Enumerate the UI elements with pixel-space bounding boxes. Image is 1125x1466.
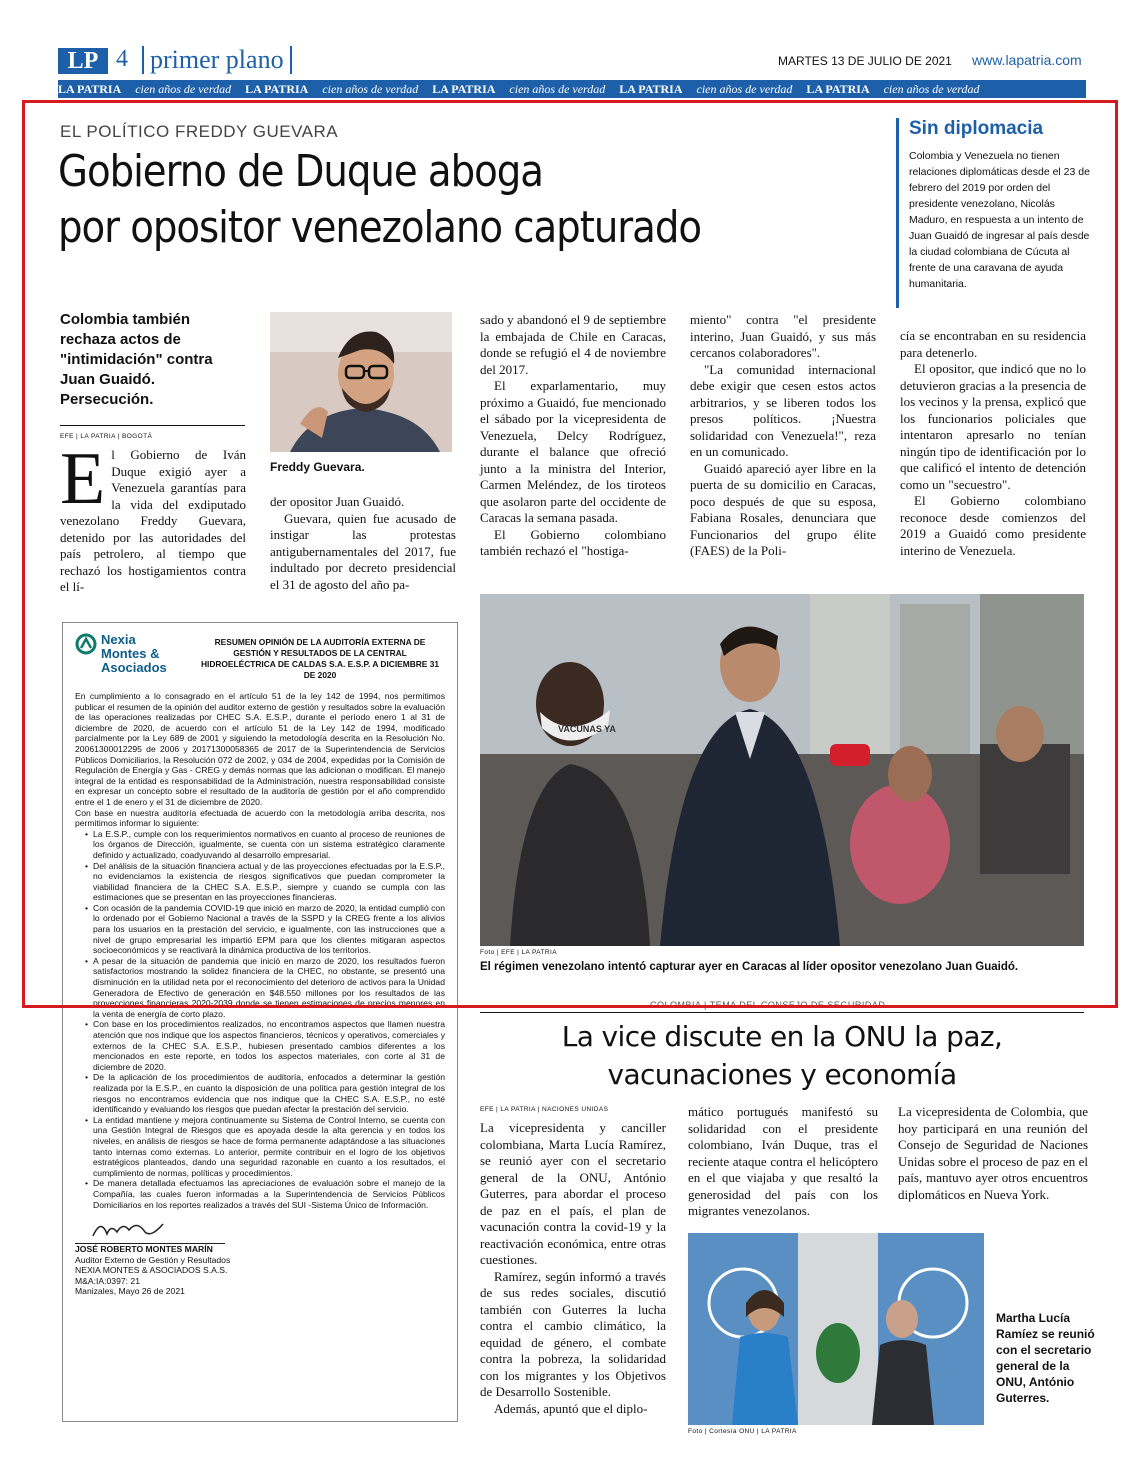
sidebar-body: Colombia y Venezuela no tienen relaciones diplomáticas desde el 23 de febrero del 2019 por orden del presidente venezolano, Nicolás Maduro, en respuesta a un intento de Juan Guaidó de ingresar al país desde la ciudad colombiana de Cúcuta al frente de una caravana de ayuda humanitaria. [909, 150, 1090, 290]
photo-un-meeting[interactable] [688, 1233, 984, 1425]
story2-column-1 [480, 1120, 666, 1417]
ribbon-slogan: cien años de verdad [322, 81, 419, 96]
logo-line: Asociados [101, 660, 167, 675]
brand-ribbon [58, 80, 1086, 98]
paragraph: Guaidó apareció ayer libre en la puerta de su domicilio en Caracas, poco después de que su esposa, Fabiana Rosales, denunciara que Funcionarios del grupo élite (FAES) de la Poli- [690, 460, 876, 558]
portrait-caption: Freddy Guevara. [270, 460, 365, 474]
paragraph: cía se encontraban en su residencia para detenerlo. [900, 328, 1086, 360]
signer-firm: NEXIA MONTES & ASOCIADOS S.A.S. [75, 1265, 228, 1276]
paragraph: La vicepresidenta y canciller colombiana, Marta Lucía Ramírez, se reunió ayer con el secretario general de la ONU, António Guterres, para abordar el proceso de paz en el país, el plan de vacunación contra la covid-19 y la reactivación económica, entre otras cuestiones. [480, 1120, 666, 1267]
un-photo-caption: Martha Lucía Ramíez se reunió con el secretario general de la ONU, António Guterres. [996, 1311, 1095, 1405]
paragraph: El Gobierno colombiano reconoce desde comienzos del 2019 a Guaidó como presidente interino de Venezuela. [900, 493, 1086, 558]
ribbon-slogan: cien años de verdad [135, 81, 232, 96]
paragraph: miento" contra "el presidente interino, Juan Guaidó, y sus más cercanos colaboradores". [690, 312, 876, 360]
headline-line: La vice discute en la ONU la paz, [561, 1020, 1003, 1053]
notice-intro-2: Con base en nuestra auditoría efectuada de acuerdo con la metodología arriba descrita, nos permitimos informar lo siguiente: [75, 807, 445, 829]
drop-cap: E [60, 438, 106, 520]
story2-rule [480, 1012, 1084, 1013]
story-deck: Colombia también rechaza actos de "intimidación" contra Juan Guaidó. Persecución. [60, 311, 213, 408]
story2-headline [480, 1018, 1084, 1094]
story2-column-3 [898, 1104, 1088, 1203]
paragraph: der opositor Juan Guaidó. [270, 494, 405, 509]
website-link[interactable]: www.lapatria.com [972, 52, 1082, 68]
story-kicker: EL POLÍTICO FREDDY GUEVARA [60, 122, 339, 141]
column-text: l Gobierno de Iván Duque exigió ayer a Venezuela garantías para la vida del exdiputado venezolano Freddy Guevara, detenido por las autoridades del país petrolero, al tiempo que rechazó los hostigamientos contra el lí- [60, 447, 246, 594]
ribbon-brand: LA PATRIA [58, 81, 122, 96]
paragraph: Ramírez, según informó a través de sus redes sociales, discutió también con Guterres la lucha contra el cambio climático, la equidad de género, el combate contra la pobreza, la solidaridad con los migrantes y los Objetivos de Desarrollo Sostenible. [480, 1268, 666, 1399]
photo-illustration [688, 1233, 984, 1425]
story2-credit: EFE | LA PATRIA | NACIONES UNIDAS [480, 1106, 609, 1113]
paragraph: sado y abandonó el 9 de septiembre la embajada de Chile en Caracas, donde se refugió el 4 de noviembre del 2017. [480, 312, 666, 377]
issue-date: MARTES 13 DE JULIO DE 2021 [778, 54, 952, 68]
ribbon-slogan: cien años de verdad [883, 81, 980, 96]
newspaper-logo[interactable]: LP [58, 48, 108, 74]
finding-item: • Con base en los procedimientos realizados, no encontramos aspectos que llamen nuestra atención que nos indique que los aspectos financieros, técnicos y operativos, comerciales y externos de la CHEC S.A. E.S.P., hubiesen presentado cambios diferentes a los mencionados en este reporte, en todos los aspectos materiales, con corte al 31 de diciembre de 2020. [85, 1019, 445, 1072]
paragraph: El exparlamentario, muy próximo a Guaidó, fue mencionado el sábado por la vicepresidenta de Venezuela, Delcy Rodríguez, durante el balance que ofreció junto a la ministra del Interior, Carmen Meléndez, de los tiroteos que asolaron parte del occidente de Caracas la semana pasada. [480, 378, 666, 525]
paragraph: Además, apuntó que el diplo- [494, 1400, 648, 1416]
story-credit: EFE | LA PATRIA | BOGOTÁ [60, 433, 153, 440]
finding-item: • De la aplicación de los procedimientos de auditoría, enfocados a determinar la gestión realizada por la E.S.P., en cuanto la disposición de una política para gestión integral de los riesgos no encontramos evidencia que nos indique que la CHEC S.A. E.S.P., no esté identificando y evaluando los riesgos que puedan afectar la prestación del servicio. [85, 1072, 445, 1114]
notice-title: RESUMEN OPINIÓN DE LA AUDITORÍA EXTERNA DE GESTIÓN Y RESULTADOS DE LA CENTRAL HIDROELÉCTRICA DE CALDAS S.A. E.S.P. A DICIEMBRE 31 DE 2020 [200, 637, 440, 680]
signer-role: Auditor Externo de Gestión y Resultados [75, 1254, 231, 1265]
finding-item: • La E.S.P., cumple con los requerimientos normativos en cuanto al proceso de reuniones de los órganos de Dirección, igualmente, se cuenta con un sistema estratégico claramente definido y actualizado, coadyuvando al desarrollo empresarial. [85, 829, 445, 861]
notice-intro: En cumplimiento a lo consagrado en el artículo 51 de la ley 142 de 1994, nos permitimos publicar el resumen de la opinión del auditor externo de gestión y resultados sobre la evaluación de las operaciones realizadas por CHEC S.A. E.S.P., durante el período enero 1 al 31 de diciembre de 2020, de acuerdo con el artículo 51 de la Ley 142 de 1994, modificado parcialmente por la Ley 689 de 2001 y siguiendo la metodología descrita en la Resolución No. 20061300012295 de 2006 y 20171300058365 de 2017 de la Superintendencia de Servicios Públicos Domiciliarios, la Resolución 072 de 2002, y 034 de 2004, expedidas por la Comisión de Regulación de Energía y Gas - CREG y demás normas que las adicionan o modifican. El manejo integral de la entidad es responsabilidad de la Administración, nuestra responsabilidad consiste en expresar un concepto sobre el resultado de la auditoría de gestión por el año comprendido entre el 1 de enero y el 31 de diciembre de 2020. [75, 691, 445, 807]
signer-name: JOSÉ ROBERTO MONTES MARÍN [75, 1243, 225, 1255]
masthead [58, 44, 1086, 100]
logo-line: Nexia [101, 632, 136, 647]
paragraph: La vicepresidenta de Colombia, que hoy participará en una reunión del Consejo de Seguridad de Naciones Unidas sobre el proceso de paz en el país, mantuvo ayer otros encuentros diplomáticos en Nueva York. [898, 1104, 1088, 1202]
headline-line: Gobierno de Duque aboga [58, 146, 543, 197]
photo-credit: Foto | EFE | LA PATRIA [480, 949, 557, 956]
ribbon-brand: LA PATRIA [619, 81, 683, 96]
section-name: primer plano [142, 46, 292, 74]
mask-text: VACUNAS YA [558, 724, 616, 734]
paragraph: El opositor, que indicó que no lo detuvieron gracias a la presencia de los vecinos y la prensa, explicó que los funcionarios policiales que intentaron apresarlo no tenían ningún tipo de identificación por lo que calificó el intento de detención como un "secuestro". [900, 361, 1086, 492]
un-photo-credit: Foto | Cortesía ONU | LA PATRIA [688, 1428, 797, 1435]
signer-code: M&A:IA:0397: 21 [75, 1275, 140, 1286]
headline-line: vacunaciones y economía [607, 1058, 957, 1091]
story2-column-2 [688, 1104, 878, 1220]
ribbon-slogan: cien años de verdad [696, 81, 793, 96]
photo-caption: El régimen venezolano intentó capturar ayer en Caracas al líder opositor venezolano Juan Guaidó. [480, 961, 1019, 973]
signature-mark [89, 1216, 169, 1242]
finding-item: • Del análisis de la situación financiera actual y de las proyecciones efectuadas por la E.S.P., no evidenciamos la existencia de riesgos significativos que puedan comprometer la viabilidad financiera de la CHEC S.A. E.S.P., siempre y cuando se cumpla con las estimaciones que se presentan en las proyecciones financieras. [85, 861, 445, 903]
finding-item: • Con ocasión de la pandemia COVID-19 que inició en marzo de 2020, la entidad cumplió con lo ordenado por el Gobierno Nacional a través de la SSPD y la CREG frente a los alivios para los usuarios en la prestación del servicio, e igualmente, con las instrucciones que a nivel de grupo empresarial les impartió EPM para que los clientes mitigaran aspectos socioeconómicos y se reactivará la dinámica productiva de los territorios. [85, 903, 445, 956]
paragraph: mático portugués manifestó su solidaridad con el presidente colombiano, Iván Duque, tras el reciente ataque contra el helicóptero en el que viajaba y que resaltó la generosidad del país con los migrantes venezolanos. [688, 1104, 878, 1218]
finding-item: • La entidad mantiene y mejora continuamente su Sistema de Control Interno, se cuenta con una Gestión Integral de Riesgos que es apoyada desde la alta gerencia y en todos los niveles, en análisis de riesgos se hace de forma permanente adaptándose a las situaciones tanto internas como externas. Lo anterior, permite contribuir en el logro de los objetivos estratégicos planteados, dando una seguridad razonable en cuanto a los resultados, el cumplimiento de normas, políticas y procedimientos. [85, 1115, 445, 1179]
finding-item: • A pesar de la situación de pandemia que inició en marzo de 2020, los resultados fueron satisfactorios mostrando la solidez financiera de la CHEC, no obstante, se presentó una disminución en la utilidad neta por el reconocimiento del deterioro de activos para la Unidad Generadora de Efectivo de generación en $48.550 millones por los resultados de las proyecciones financieras 2020-2039 donde se tienen estimaciones de precios menores en la venta de energía de corto plazo. [85, 956, 445, 1020]
logo-line: Montes & [101, 646, 160, 661]
headline-line: por opositor venezolano capturado [58, 202, 702, 253]
page-number: 4 [116, 46, 128, 72]
signer-place-date: Manizales, Mayo 26 de 2021 [75, 1286, 185, 1297]
ribbon-brand: LA PATRIA [432, 81, 496, 96]
finding-item: • De manera detallada efectuamos las apreciaciones de evaluación sobre el manejo de la Compañía, las cuales fueron informadas a la Superintendencia de Servicios Públicos Domiciliarios en los reportes realizados a través del SUI -Sistema Único de Información. [85, 1178, 445, 1210]
paragraph: "La comunidad internacional debe exigir que cesen estos actos arbitrarios, y se liberen todos los presos políticos. ¡Nuestra solidaridad con Venezuela!", reza en un comunicado. [690, 361, 876, 459]
story2-kicker: COLOMBIA | TEMA DEL CONSEJO DE SEGURIDAD [650, 1000, 886, 1010]
ribbon-brand: LA PATRIA [245, 81, 309, 96]
ribbon-slogan: cien años de verdad [509, 81, 606, 96]
paragraph: Guevara, quien fue acusado de instigar las protestas antigubernamentales del 2017, fue indultado por decreto presidencial el 31 de agosto del año pa- [270, 510, 456, 592]
paragraph: El Gobierno colombiano también rechazó el "hostiga- [480, 526, 666, 558]
sidebar-title: Sin diplomacia [909, 118, 1044, 139]
highlight-frame [22, 100, 1118, 1008]
ribbon-brand: LA PATRIA [806, 81, 870, 96]
